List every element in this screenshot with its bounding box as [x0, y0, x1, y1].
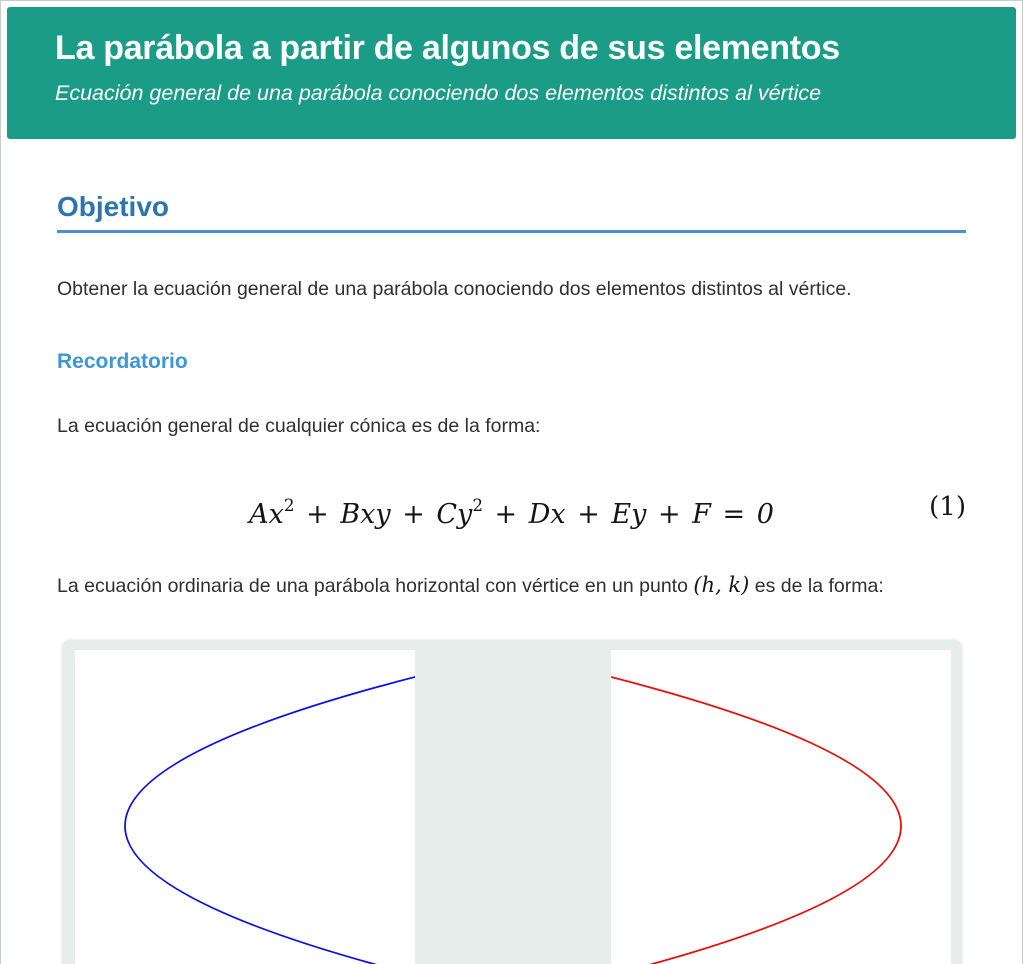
parabola-left-opening-svg	[611, 650, 951, 964]
equation-number: (1)	[929, 492, 966, 523]
parabola-intro-post: es de la forma:	[749, 575, 884, 598]
lesson-header	[7, 7, 1016, 139]
objetivo-heading: Objetivo	[57, 190, 170, 222]
vertex-point-math: (h, k)	[693, 573, 750, 598]
conic-intro-text: La ecuación general de cualquier cónica es de la forma:	[57, 414, 541, 437]
parabola-curve-blue	[125, 677, 415, 964]
lesson-body	[7, 191, 1016, 964]
plot-parabola-opens-right	[75, 650, 415, 964]
lesson-subtitle: Ecuación general de una parábola conociendo dos elementos distintos al vértice	[55, 81, 822, 106]
parabola-intro-text	[57, 568, 966, 603]
parabola-curve-red	[611, 677, 901, 964]
objetivo-text: Obtener la ecuación general de una parábola conociendo dos elementos distintos al vértice.	[57, 277, 852, 300]
plot-parabola-opens-left	[611, 650, 951, 964]
recordatorio-heading: Recordatorio	[57, 349, 188, 373]
equation-block	[57, 486, 966, 531]
parabola-intro-pre: La ecuación ordinaria de una parábola horizontal con vértice en un punto	[57, 575, 694, 598]
heading-rule	[57, 230, 966, 233]
parabola-right-opening-svg	[75, 650, 415, 964]
lesson-title: La parábola a partir de algunos de sus elementos	[55, 29, 840, 67]
figure-card	[63, 640, 961, 964]
conic-general-equation: $Ax^2$ + Bxy + $Cy^2 + Dx + Ey + F = 0$	[249, 494, 774, 531]
